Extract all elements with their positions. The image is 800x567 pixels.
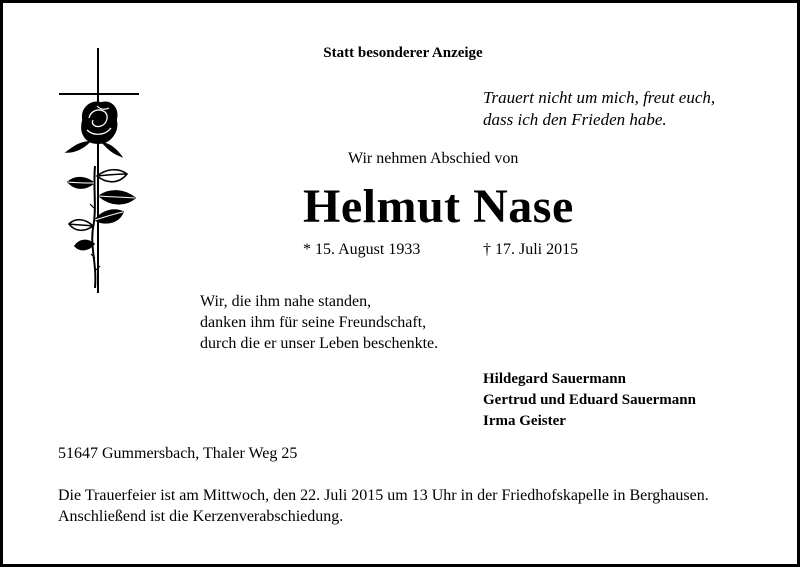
farewell-intro: Wir nehmen Abschied von xyxy=(348,150,519,167)
death-date: † 17. Juli 2015 xyxy=(483,241,579,258)
birth-date: * 15. August 1933 xyxy=(303,241,421,258)
rose-icon xyxy=(67,102,135,288)
service-line: Anschließend ist die Kerzenverabschiedung. xyxy=(58,508,344,525)
family-address: 51647 Gummersbach, Thaler Weg 25 xyxy=(58,445,298,462)
mourner-name: Hildegard Sauermann xyxy=(483,371,626,387)
thanks-line: Wir, die ihm nahe standen, xyxy=(200,293,372,310)
mourner-name: Gertrud und Eduard Sauermann xyxy=(483,392,696,408)
deceased-name: Helmut Nase xyxy=(303,180,574,233)
cross-rose-artwork xyxy=(53,48,148,298)
thanks-line: danken ihm für seine Freundschaft, xyxy=(200,314,427,331)
thanks-text xyxy=(200,291,438,354)
quote-line: Trauert nicht um mich, freut euch, xyxy=(483,88,716,107)
funeral-service-info xyxy=(58,485,709,527)
thanks-line: durch die er unser Leben beschenkte. xyxy=(200,335,439,352)
cross-icon xyxy=(59,48,139,293)
memorial-quote xyxy=(483,87,715,131)
notice-header: Statt besonderer Anzeige xyxy=(323,45,483,61)
mourner-name: Irma Geister xyxy=(483,413,566,429)
quote-line: dass ich den Frieden habe. xyxy=(483,110,667,129)
mourners-list xyxy=(483,369,696,432)
service-line: Die Trauerfeier ist am Mittwoch, den 22. Juli 2015 um 13 Uhr in der Friedhofskapelle in Berghausen. xyxy=(58,487,709,504)
